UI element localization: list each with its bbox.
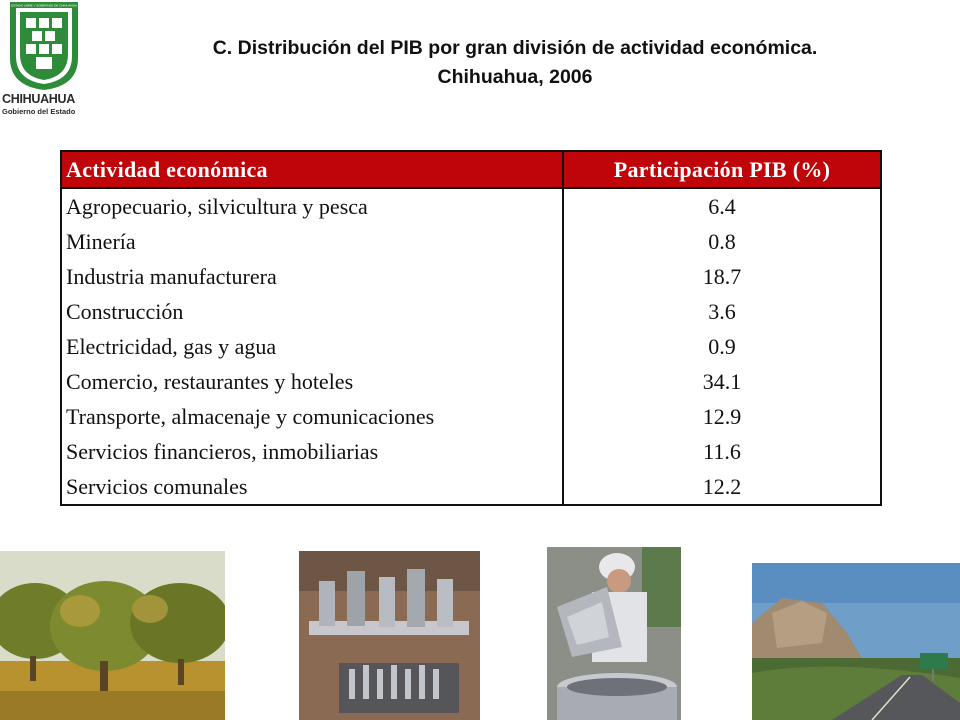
table-row (61, 364, 881, 399)
orchard-photo (0, 551, 225, 720)
logo-text (2, 92, 96, 116)
header-gdp-share: Participación PIB (%) (563, 151, 881, 188)
activity-cell: Servicios comunales (61, 469, 563, 505)
table-row (61, 434, 881, 469)
value-cell: 6.4 (563, 188, 881, 224)
highway-landscape-photo (752, 563, 960, 720)
value-cell: 0.9 (563, 329, 881, 364)
gdp-distribution-table (60, 150, 882, 506)
value-cell: 11.6 (563, 434, 881, 469)
value-cell: 0.8 (563, 224, 881, 259)
shield-text: ESTADO LIBRE Y SOBERANO DE CHIHUAHUA (11, 3, 77, 8)
table-row (61, 224, 881, 259)
table-row (61, 259, 881, 294)
activity-cell: Servicios financieros, inmobiliarias (61, 434, 563, 469)
government-logo (0, 0, 96, 124)
activity-cell: Electricidad, gas y agua (61, 329, 563, 364)
table-row (61, 188, 881, 224)
table-header-row (61, 151, 881, 188)
value-cell: 12.2 (563, 469, 881, 505)
table-row (61, 294, 881, 329)
value-cell: 3.6 (563, 294, 881, 329)
activity-cell: Agropecuario, silvicultura y pesca (61, 188, 563, 224)
activity-cell: Comercio, restaurantes y hoteles (61, 364, 563, 399)
activity-cell: Industria manufacturera (61, 259, 563, 294)
activity-cell: Construcción (61, 294, 563, 329)
header-activity: Actividad económica (61, 151, 563, 188)
food-processing-photo (547, 547, 681, 720)
activity-cell: Transporte, almacenaje y comunicaciones (61, 399, 563, 434)
activity-cell: Minería (61, 224, 563, 259)
table-row (61, 399, 881, 434)
logo-subtitle: Gobierno del Estado (2, 107, 76, 116)
value-cell: 34.1 (563, 364, 881, 399)
title-line-2: Chihuahua, 2006 (437, 66, 593, 88)
machine-parts-photo (299, 551, 480, 720)
state-shield-icon (8, 0, 80, 92)
page-title (100, 34, 930, 92)
title-line-1: C. Distribución del PIB por gran división de actividad económica. (212, 37, 818, 59)
logo-state-name: CHIHUAHUA (2, 92, 75, 106)
table-row (61, 329, 881, 364)
value-cell: 12.9 (563, 399, 881, 434)
value-cell: 18.7 (563, 259, 881, 294)
table-row (61, 469, 881, 505)
